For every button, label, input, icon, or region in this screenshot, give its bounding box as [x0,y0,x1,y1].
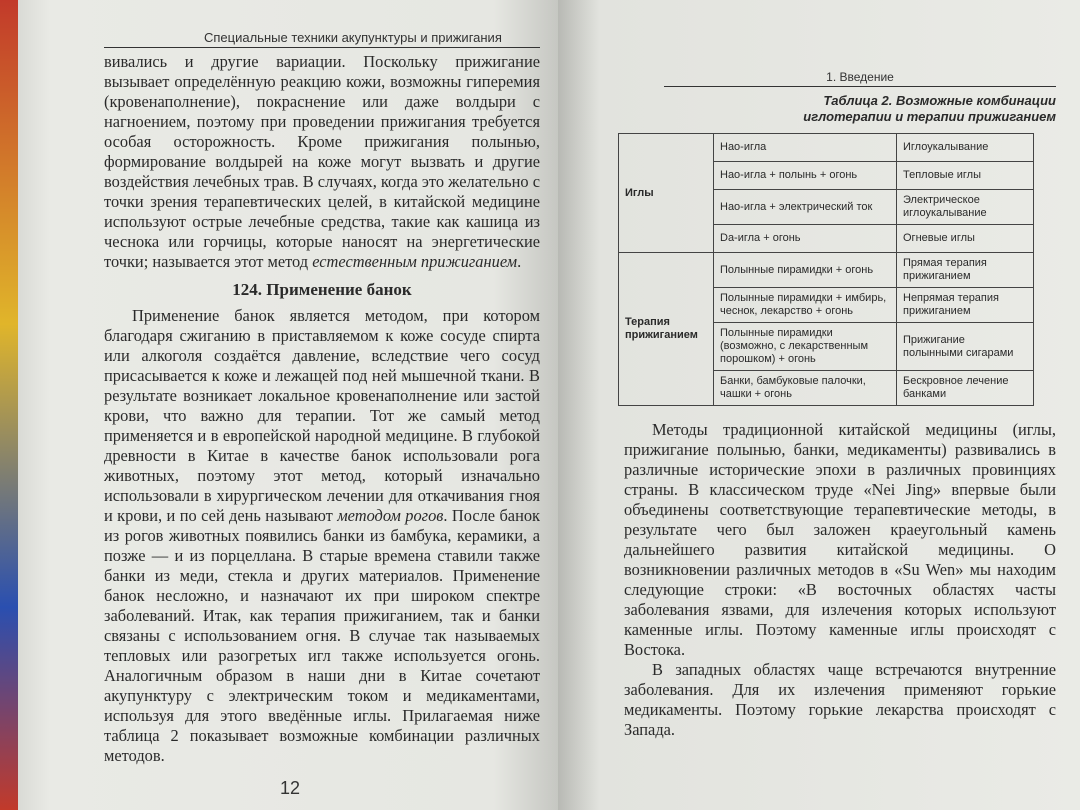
combinations-table [618,133,1034,406]
table-caption-line-2: иглотерапии и терапии прижиганием [803,109,1056,124]
result-cell: Иглоукалывание [897,134,1034,162]
left-paragraph-1-emphasis: естественным прижиганием [312,252,518,271]
table-caption-line-1: Таблица 2. Возможные комбинации [823,93,1056,108]
result-cell: Прижигание полынными сигарами [897,323,1034,371]
result-cell: Непрямая терапия прижиганием [897,288,1034,323]
left-paragraph-2-text-b: . После банок из рогов животных появились банки из бамбука, керамики, а позже — и из порцеллана. В старые времена ставили также банки из меди, стекла и других материалов. Применение банок несложно, и назначают их при широком спектре заболеваний. Итак, как терапия прижиганием, так и банки связаны с использованием огня. В случае так называемых тепловых или разогретых игл также используется огонь. Аналогичным образом в наши дни в Китае сочетают акупунктуру с электрическим током и медикаментами, используя для этого введённые иглы. Прилагаемая ниже таблица 2 показывает возможные комбинации различных методов. [104,506,541,765]
book-spread [18,0,1080,810]
right-page [558,0,1080,810]
left-paragraph-2 [104,306,540,766]
method-cell: Нао-игла + электрический ток [714,190,897,225]
method-cell: Банки, бамбуковые палочки, чашки + огонь [714,371,897,406]
result-cell: Тепловые иглы [897,162,1034,190]
table-row [619,253,1034,288]
left-paragraph-1 [104,52,540,272]
method-cell: Da-игла + огонь [714,225,897,253]
method-cell: Нао-игла [714,134,897,162]
left-paragraph-2-text-a: Применение банок является методом, при котором благодаря сжиганию в приставляемом к коже сосуде спирта или алкоголя создаётся давление, вследствие чего сосуд присасывается к коже и лежащей под ней мышечной ткани. В результате возникает локальное кровенаполнение или застой крови, что важно для терапии. Тот же самый метод применяется и в европейской народной медицине. В глубокой древности в Китае в качестве банок использовали рога животных, поэтому этот метод, который изначально использовали в хирургическом лечении для откачивания гноя и крови, и по сей день называют [104,306,540,525]
table-row [619,134,1034,162]
result-cell: Бескровное лечение банками [897,371,1034,406]
category-cell-needles: Иглы [619,134,714,253]
method-cell: Полынные пирамидки (возможно, с лекарственным порошком) + огонь [714,323,897,371]
left-paragraph-1-end: . [517,252,522,271]
right-running-head: 1. Введение [664,70,1056,87]
method-cell: Полынные пирамидки + огонь [714,253,897,288]
category-cell-moxibustion: Терапия прижиганием [619,253,714,406]
result-cell: Прямая терапия прижиганием [897,253,1034,288]
right-paragraph-1: Методы традиционной китайской медицины (иглы, прижигание полынью, банки, медикаменты) развивались в различные исторические эпохи в различных провинциях страны. В классическом труде «Nei Jing» впервые были объединены соответствующие терапевтические методы, в результате чего был заложен краеугольный камень дальнейшего развития китайской медицины. О возникновении различных методов в «Su Wen» мы находим следующие строки: «В восточных областях часты заболевания язвами, для излечения которых используют каменные иглы. Поэтому каменные иглы происходят с Востока. [624,420,1056,659]
result-cell: Электрическое иглоукалывание [897,190,1034,225]
page-number: 12 [280,778,301,798]
left-running-head: Специальные техники акупунктуры и прижигания [104,14,540,48]
left-page [18,0,558,810]
section-title: 124. Применение банок [232,280,412,299]
left-paragraph-2-emphasis: методом рогов [337,506,444,525]
right-paragraph-2: В западных областях чаще встречаются внутренние заболевания. Для их излечения применяют горькие медикаменты. Поэтому горькие лекарства происходят с Запада. [624,660,1056,739]
table-caption [624,93,1056,125]
method-cell: Полынные пирамидки + имбирь, чеснок, лекарство + огонь [714,288,897,323]
left-paragraph-1-text: вивались и другие вариации. Поскольку прижигание вызывает определённую реакцию кожи, возможны гиперемия (кровенаполнение), покраснение или даже волдыри с нагноением, поэтому при проведении прижигания требуется особая осторожность. Кроме прижигания полынью, формирование волдырей на коже могут вызвать и другие воздействия лечебных трав. В случаях, когда это желательно с точки зрения терапевтических целей, в китайской медицине используют острые лечебные средства, такие как кашица из чеснока или горчицы, которые наносят на энергетические точки; называется этот метод [104,52,540,271]
method-cell: Нао-игла + полынь + огонь [714,162,897,190]
right-body-text [624,420,1056,740]
result-cell: Огневые иглы [897,225,1034,253]
